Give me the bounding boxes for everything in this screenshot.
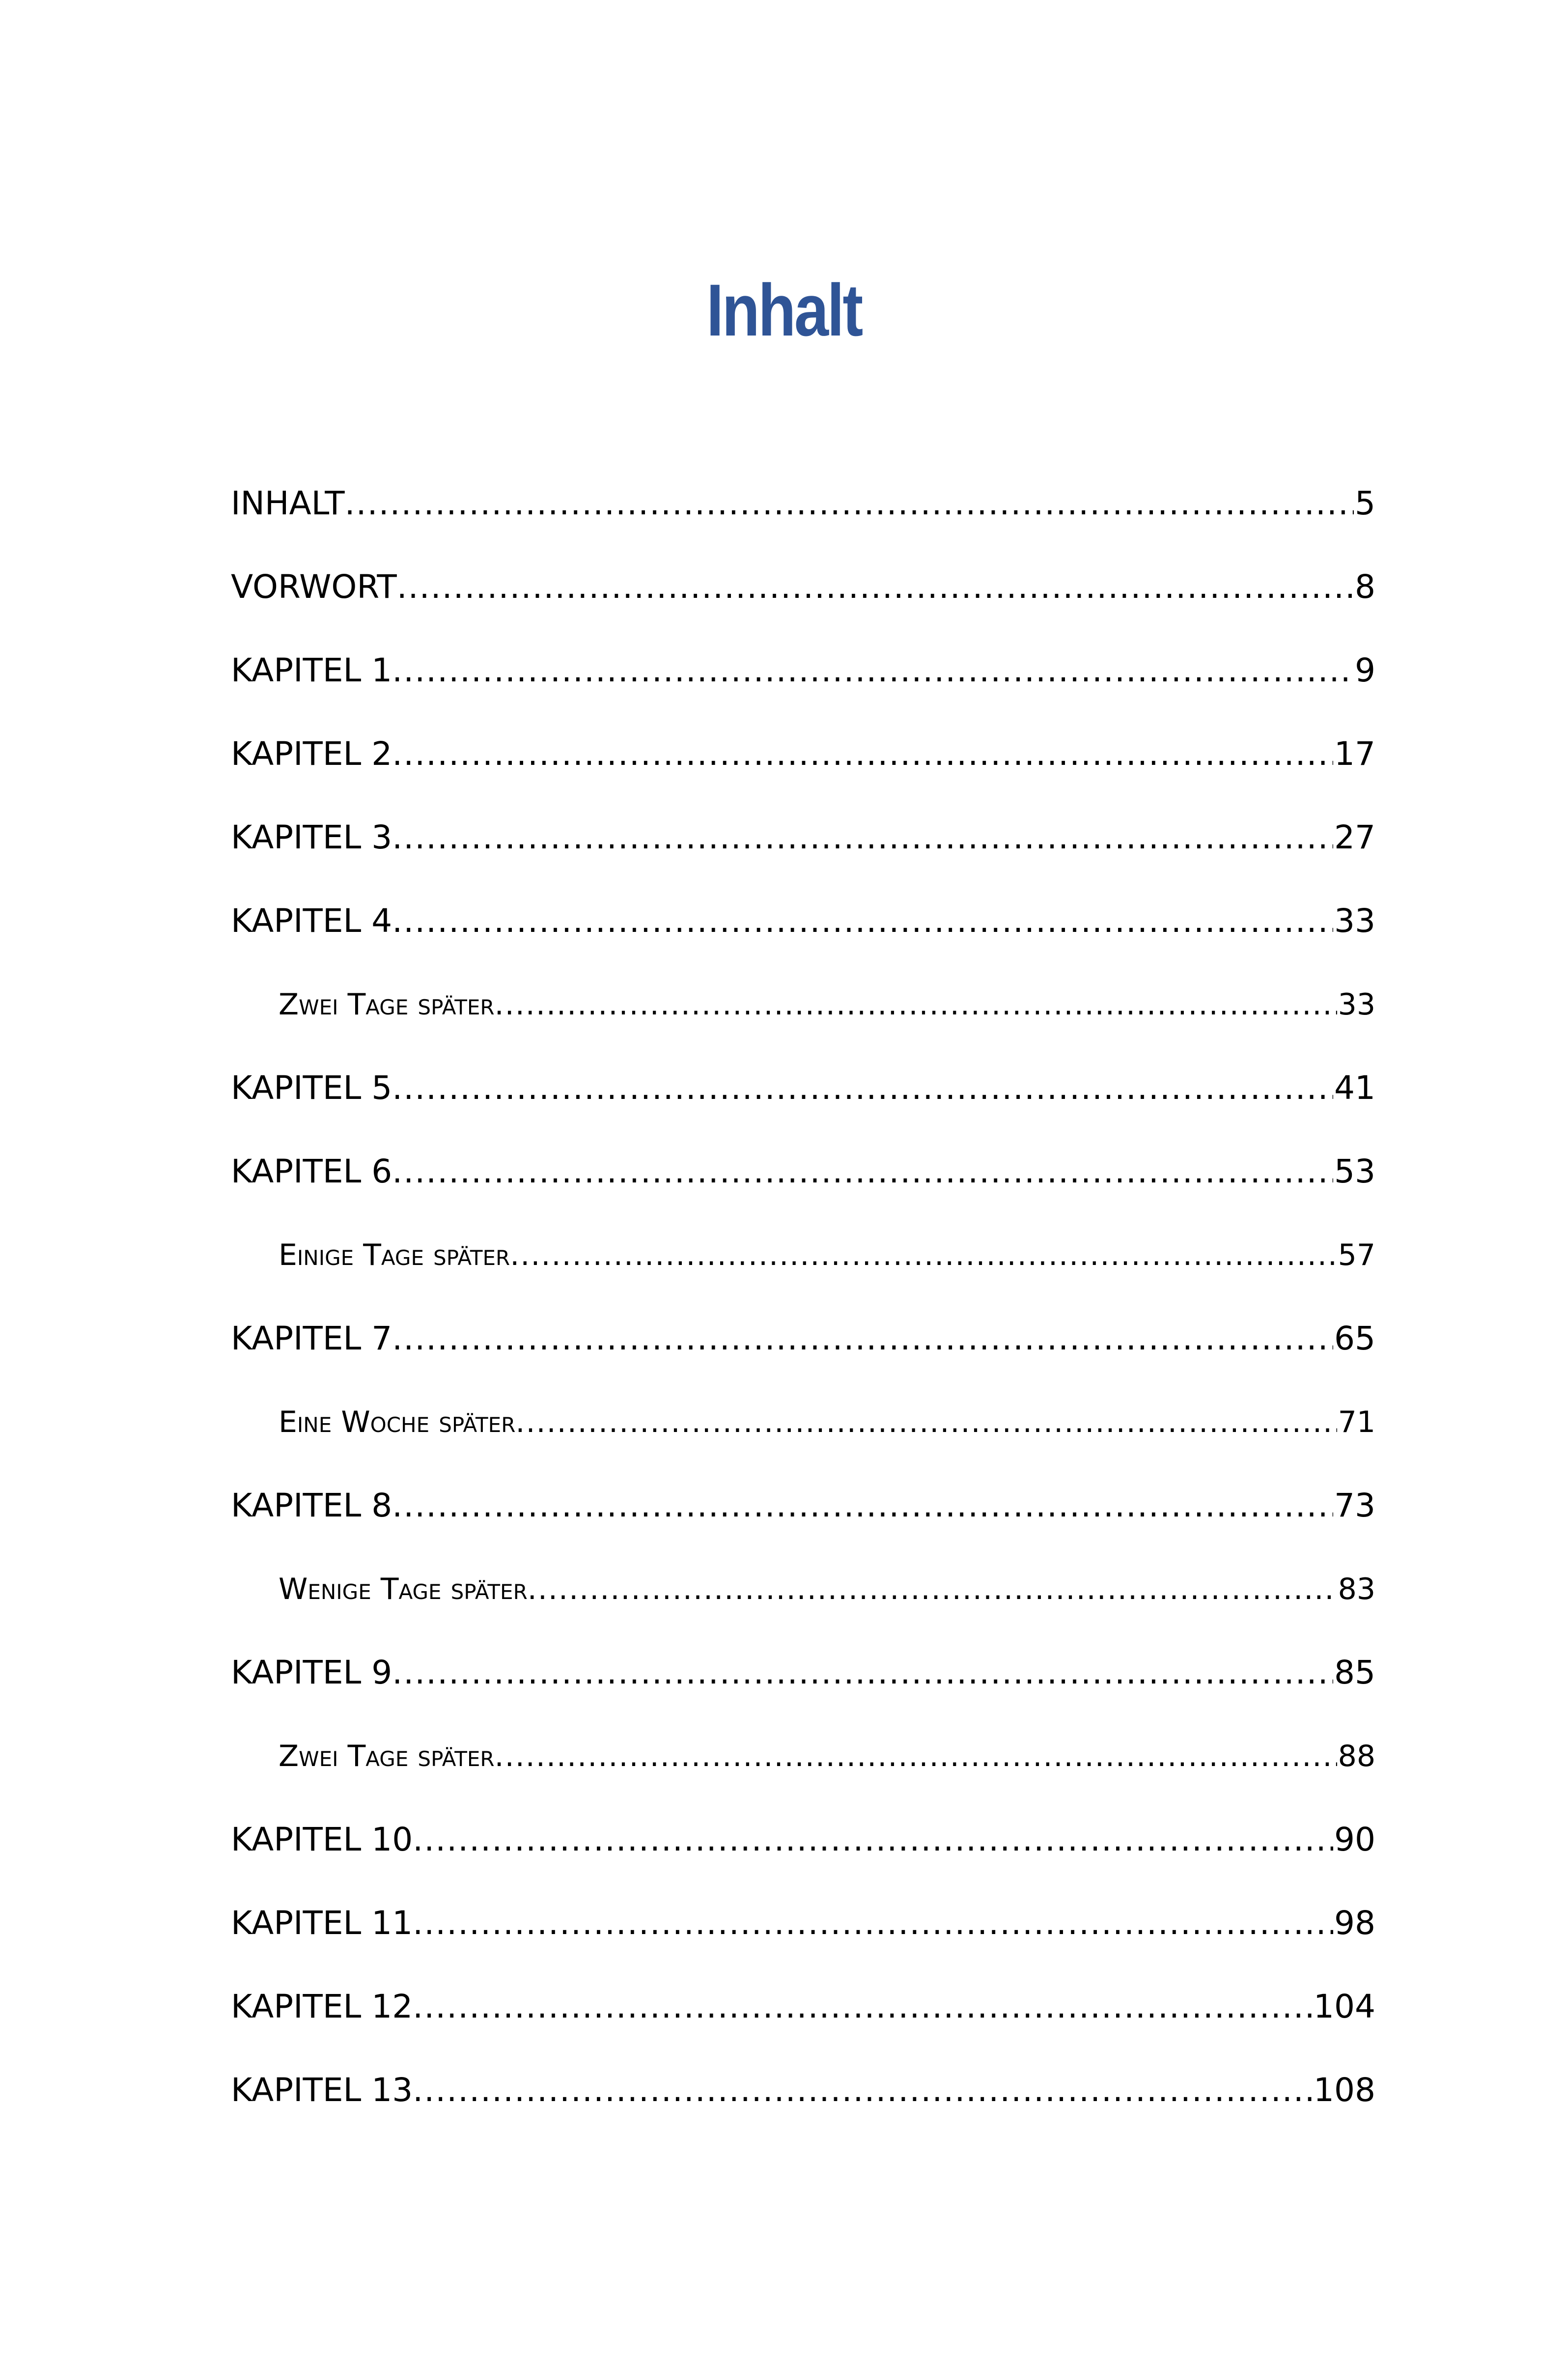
toc-entry-label: KAPITEL 11 xyxy=(231,1904,413,1942)
toc-entry-page-number: 53 xyxy=(1334,1152,1375,1190)
toc-entry[interactable] xyxy=(231,1798,1375,1881)
toc-entry-label: Eine Woche später xyxy=(279,1405,516,1439)
toc-entry-label: KAPITEL 1 xyxy=(231,651,392,689)
toc-entry-page-number: 41 xyxy=(1334,1069,1375,1107)
toc-entry[interactable] xyxy=(231,1881,1375,1965)
dot-leader xyxy=(397,545,1354,629)
toc-entry[interactable] xyxy=(231,1130,1375,1213)
toc-entry-label: KAPITEL 8 xyxy=(231,1487,392,1524)
toc-entry-label: Zwei Tage später xyxy=(279,1739,495,1773)
dot-leader xyxy=(392,1464,1333,1547)
dot-leader xyxy=(345,462,1354,545)
toc-entry-label: Wenige Tage später xyxy=(279,1572,528,1606)
toc-entry-page-number: 108 xyxy=(1314,2071,1375,2109)
dot-leader xyxy=(392,796,1333,879)
toc-entry[interactable] xyxy=(231,462,1375,545)
toc-entry[interactable] xyxy=(231,629,1375,712)
toc-entry-page-number: 33 xyxy=(1338,987,1375,1022)
dot-leader xyxy=(413,1965,1313,2049)
toc-entry-page-number: 5 xyxy=(1355,484,1375,522)
toc-entry-label: VORWORT xyxy=(231,568,397,606)
toc-entry-page-number: 90 xyxy=(1334,1821,1375,1858)
toc-entry[interactable] xyxy=(231,1631,1375,1714)
toc-entry[interactable] xyxy=(231,796,1375,879)
toc-entry-label: KAPITEL 13 xyxy=(231,2071,413,2109)
toc-entry-label: KAPITEL 9 xyxy=(231,1654,392,1691)
dot-leader xyxy=(392,629,1354,712)
toc-subentry[interactable] xyxy=(231,1213,1375,1297)
toc-entry[interactable] xyxy=(231,879,1375,963)
toc-entry[interactable] xyxy=(231,1297,1375,1380)
toc-entry-label: KAPITEL 2 xyxy=(231,735,392,773)
toc-entry[interactable] xyxy=(231,1046,1375,1130)
page-title: Inhalt xyxy=(706,268,862,351)
toc-entry-page-number: 65 xyxy=(1334,1319,1375,1357)
toc-entry-label: KAPITEL 4 xyxy=(231,902,392,940)
toc-entry-label: KAPITEL 3 xyxy=(231,818,392,856)
dot-leader xyxy=(413,1881,1333,1965)
dot-leader xyxy=(392,1631,1333,1714)
toc-entry-page-number: 27 xyxy=(1334,818,1375,856)
toc-entry-label: KAPITEL 12 xyxy=(231,1988,413,2025)
toc-entry-page-number: 71 xyxy=(1338,1405,1375,1439)
dot-leader xyxy=(413,1798,1333,1881)
toc-entry-page-number: 57 xyxy=(1338,1238,1375,1272)
dot-leader xyxy=(495,1714,1337,1798)
toc-entry-page-number: 98 xyxy=(1334,1904,1375,1942)
toc-entry[interactable] xyxy=(231,545,1375,629)
toc-entry-page-number: 85 xyxy=(1334,1654,1375,1691)
toc-entry-label: KAPITEL 10 xyxy=(231,1821,413,1858)
dot-leader xyxy=(528,1547,1337,1631)
toc-entry-page-number: 33 xyxy=(1334,902,1375,940)
dot-leader xyxy=(392,1046,1333,1130)
toc-subentry[interactable] xyxy=(231,963,1375,1046)
toc-entry[interactable] xyxy=(231,1965,1375,2049)
dot-leader xyxy=(413,2049,1313,2132)
toc-subentry[interactable] xyxy=(231,1714,1375,1798)
toc-entry-page-number: 9 xyxy=(1355,651,1375,689)
toc-entry-label: INHALT xyxy=(231,484,345,522)
dot-leader xyxy=(495,963,1337,1046)
dot-leader xyxy=(392,1130,1333,1213)
toc-entry-page-number: 88 xyxy=(1338,1739,1375,1773)
dot-leader xyxy=(392,879,1333,963)
toc-entry[interactable] xyxy=(231,712,1375,796)
toc-subentry[interactable] xyxy=(231,1380,1375,1464)
dot-leader xyxy=(510,1213,1337,1297)
toc-entry[interactable] xyxy=(231,1464,1375,1547)
dot-leader xyxy=(515,1380,1337,1464)
dot-leader xyxy=(392,1297,1333,1380)
toc-entry-page-number: 17 xyxy=(1334,735,1375,773)
toc-entry-label: KAPITEL 5 xyxy=(231,1069,392,1107)
toc-entry-page-number: 83 xyxy=(1338,1572,1375,1606)
toc-entry[interactable] xyxy=(231,2049,1375,2132)
table-of-contents xyxy=(231,462,1375,2132)
toc-entry-label: KAPITEL 7 xyxy=(231,1319,392,1357)
toc-entry-page-number: 104 xyxy=(1314,1988,1375,2025)
toc-subentry[interactable] xyxy=(231,1547,1375,1631)
toc-entry-label: Zwei Tage später xyxy=(279,987,495,1022)
toc-entry-page-number: 8 xyxy=(1355,568,1375,606)
toc-entry-label: KAPITEL 6 xyxy=(231,1152,392,1190)
dot-leader xyxy=(392,712,1333,796)
toc-entry-label: Einige Tage später xyxy=(279,1238,510,1272)
toc-entry-page-number: 73 xyxy=(1334,1487,1375,1524)
